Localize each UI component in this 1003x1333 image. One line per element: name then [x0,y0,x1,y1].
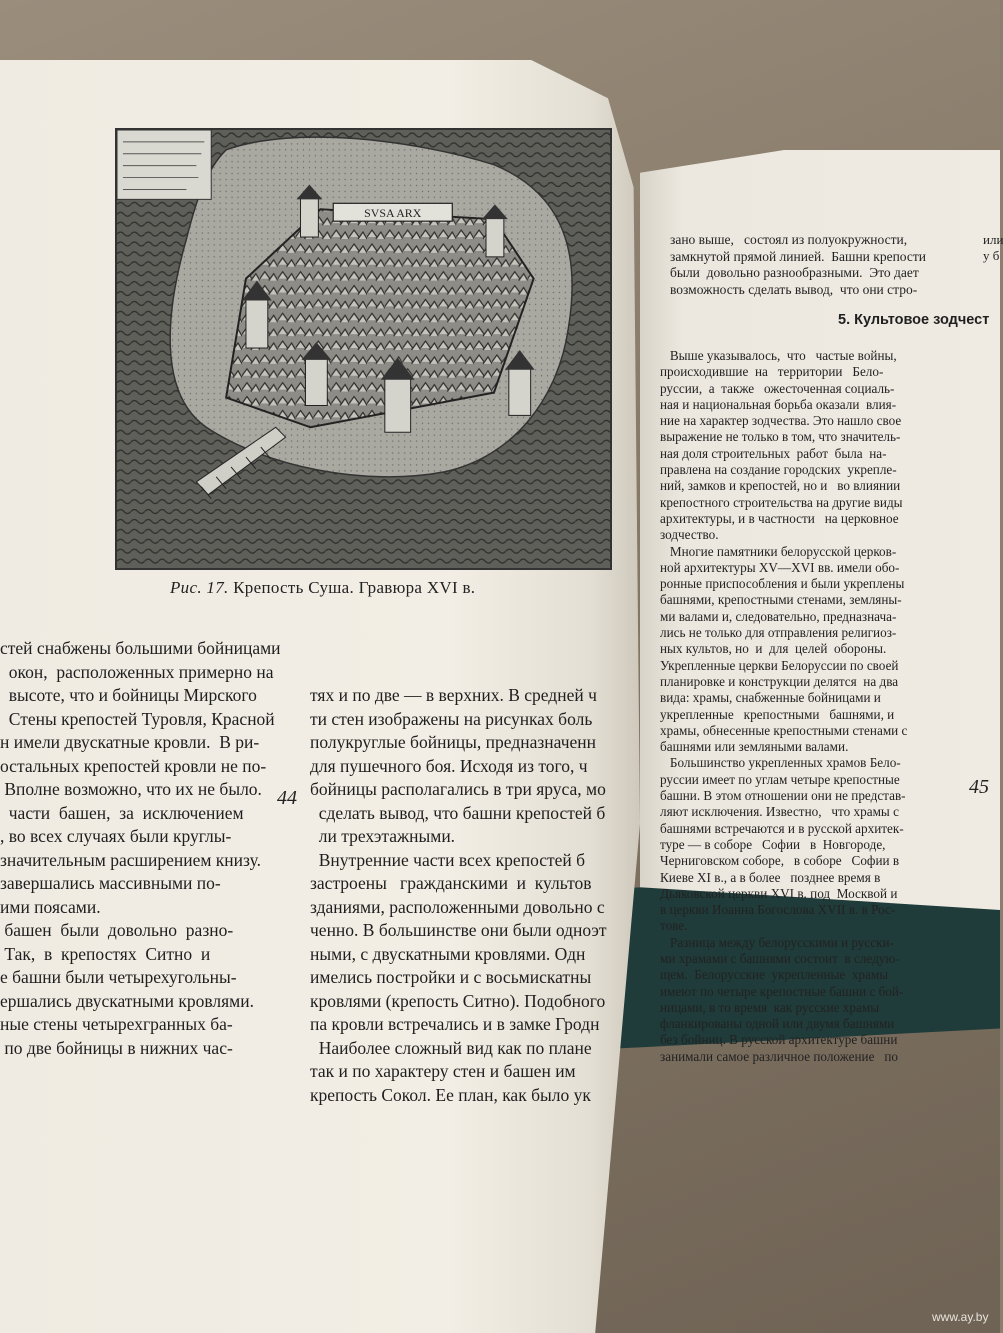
text-line: выражение не только в том, что значитель- [660,429,901,445]
text-line: застроены гражданскими и культов [310,873,592,893]
text-line: Вполне возможно, что их не было. [0,779,262,799]
text-line: тове. [660,918,688,934]
text-line: Дьяковской церкви XVI в. под Москвой и [660,885,898,901]
right-page-number: 45 [969,776,989,798]
text-line: туре — в соборе Софии в Новгороде, [660,836,886,852]
left-page-column-1 [0,637,300,1060]
text-line: ими поясами. [0,896,101,917]
left-page-column-2 [310,684,610,1107]
text-line: Киеве XI в., а в более позднее время в [660,869,881,885]
text-line: башен были довольно разно- [0,920,234,940]
text-line: занимали самое различное положение по [660,1048,898,1064]
text-line: ченно. В большинстве они были одноэт [310,920,607,940]
text-line: Внутренние части всех крепостей б [310,849,586,870]
text-line: ной архитектуры XV—XVI вв. имели обо- [660,559,900,575]
text-line: па кровли встречались и в замке Гродн [310,1014,600,1034]
text-line: или [983,232,1003,247]
text-line: ными, с двускатными кровлями. Одн [310,943,586,964]
text-line: так и по характеру стен и башен им [310,1061,576,1081]
text-line: ти стен изображены на рисунках боль [310,708,593,729]
figure-caption [170,578,475,598]
text-line: е башни были четырехугольны- [0,967,237,987]
text-line: башнями, крепостными стенами, земляны- [660,592,902,608]
text-line: ные стены четырехгранных ба- [0,1014,233,1034]
text-line: ми храмами с башнями состоит в следую- [660,950,900,966]
left-page-number: 44 [277,787,297,809]
text-line: по две бойницы в нижних час- [0,1037,233,1058]
text-line: ная и национальная борьба оказали влия- [660,396,897,412]
text-line: были довольно разнообразными. Это дает [670,265,919,281]
text-line: Стены крепостей Туровля, Красной [0,708,275,729]
text-line: остальных крепостей кровли не по- [0,755,267,776]
text-line: укрепленные крепостными башнями, и [660,706,895,722]
text-line: башнями или земляными валами. [660,739,849,755]
text-line: высоте, что и бойницы Мирского [0,685,257,705]
text-line: части башен, за исключением [0,802,244,823]
text-line: полукруглые бойницы, предназначенн [310,732,597,752]
text-line: происходившие на территории Бело- [660,364,884,380]
text-line: щем. Белорусские укрепленные храмы [660,967,889,983]
text-line: ние на характер зодчества. Это нашло свое [660,413,902,429]
text-line: без бойниц. В русской архитектуре башни [660,1032,898,1048]
caption-figure-number: Рис. 17. [170,578,229,597]
right-page-top-text [670,232,1003,298]
text-line: ми валами и, следовательно, предназнача- [660,608,897,624]
text-line: крепость Сокол. Ее план, как было ук [310,1084,591,1105]
text-line: имеют по четыре крепостные башни с бой- [660,983,904,999]
text-line: Разница между белорусскими и русски- [660,934,894,950]
engraving-drawing [117,130,610,568]
text-line: башнями встречаются и в русской архитек- [660,820,904,836]
text-line: ляют исключения. Известно, что храмы с [660,804,899,820]
text-line: кровлями (крепость Ситно). Подобного [310,990,606,1011]
text-line: планировке и конструкции делятся на два [660,673,899,689]
text-line: имелись постройки и с восьмискатны [310,967,592,987]
text-line: крепостного строительства на другие виды [660,494,903,510]
text-line: Черниговском соборе, в соборе Софии в [660,853,900,869]
text-line: стей снабжены большими бойницами [0,638,281,658]
text-line: н имели двускатные кровли. В ри- [0,732,260,752]
text-line: фланкированы одной или двумя башнями [660,1016,895,1032]
text-line: руссии, а также ожесточенная социаль- [660,380,895,396]
text-line: зданиями, расположенными довольно с [310,896,605,917]
text-line: башни. В этом отношении они не представ- [660,788,906,804]
text-line: ронные приспособления и были укреплены [660,576,905,592]
text-line: руссии имеет по углам четыре крепостные [660,771,900,787]
text-line: Укрепленные церкви Белоруссии по своей [660,657,899,673]
section-heading: 5. Культовое зодчест [838,312,990,328]
text-line: возможность сделать вывод, что они стро- [670,281,918,297]
text-line: правлена на создание городских укрепле- [660,462,897,478]
text-line: Выше указывалось, что частые войны, [660,348,897,363]
text-line: завершались массивными по- [0,873,221,893]
text-line: замкнутой прямой линией. Башни крепости [670,248,926,264]
text-line: зано выше, состоял из полуокружности, [670,232,908,247]
text-line: ная доля строительных работ была на- [660,445,887,461]
text-line: храмы, обнесенные крепостными стенами с [660,722,908,738]
text-line: ных культов, но и для целей обороны. [660,641,887,657]
text-line: ний, замков и крепостей, но и во влиянии [660,478,901,494]
text-line: зодчество. [660,527,719,543]
text-line: сделать вывод, что башни крепостей б [310,802,606,823]
text-line: у б [983,248,1000,264]
fortress-engraving [115,128,612,570]
right-page-edge-fragment [983,232,1003,265]
text-line: вида: храмы, снабженные бойницами и [660,690,881,706]
text-line: ницами, в то время как русские храмы [660,999,880,1015]
right-page-body [660,348,970,1065]
text-line: Наиболее сложный вид как по плане [310,1037,592,1058]
text-line: архитектуры, и в частности на церковное [660,510,899,526]
text-line: Большинство укрепленных храмов Бело- [660,755,901,771]
text-line: тях и по две — в верхних. В средней ч [310,685,597,705]
text-line: , во всех случаях были круглы- [0,826,232,846]
text-line: бойницы располагались в три яруса, мо [310,779,606,799]
watermark: www.ay.by [932,1310,989,1324]
text-line: ли трехэтажными. [310,826,456,846]
text-line: ершались двускатными кровлями. [0,990,254,1011]
text-line: Так, в крепостях Ситно и [0,943,211,964]
text-line: в церкви Иоанна Богослова XVII в. в Рос- [660,902,896,918]
text-line: окон, расположенных примерно на [0,661,274,682]
text-line: лись не только для отправления религиоз- [660,625,897,641]
text-line: для пушечного боя. Исходя из того, ч [310,755,588,776]
text-line: Многие памятники белорусской церков- [660,543,897,559]
text-line: значительным расширением книзу. [0,849,261,870]
caption-text: Крепость Суша. Гравюра XVI в. [233,578,476,597]
engraving-title: SVSA ARX [364,206,422,221]
